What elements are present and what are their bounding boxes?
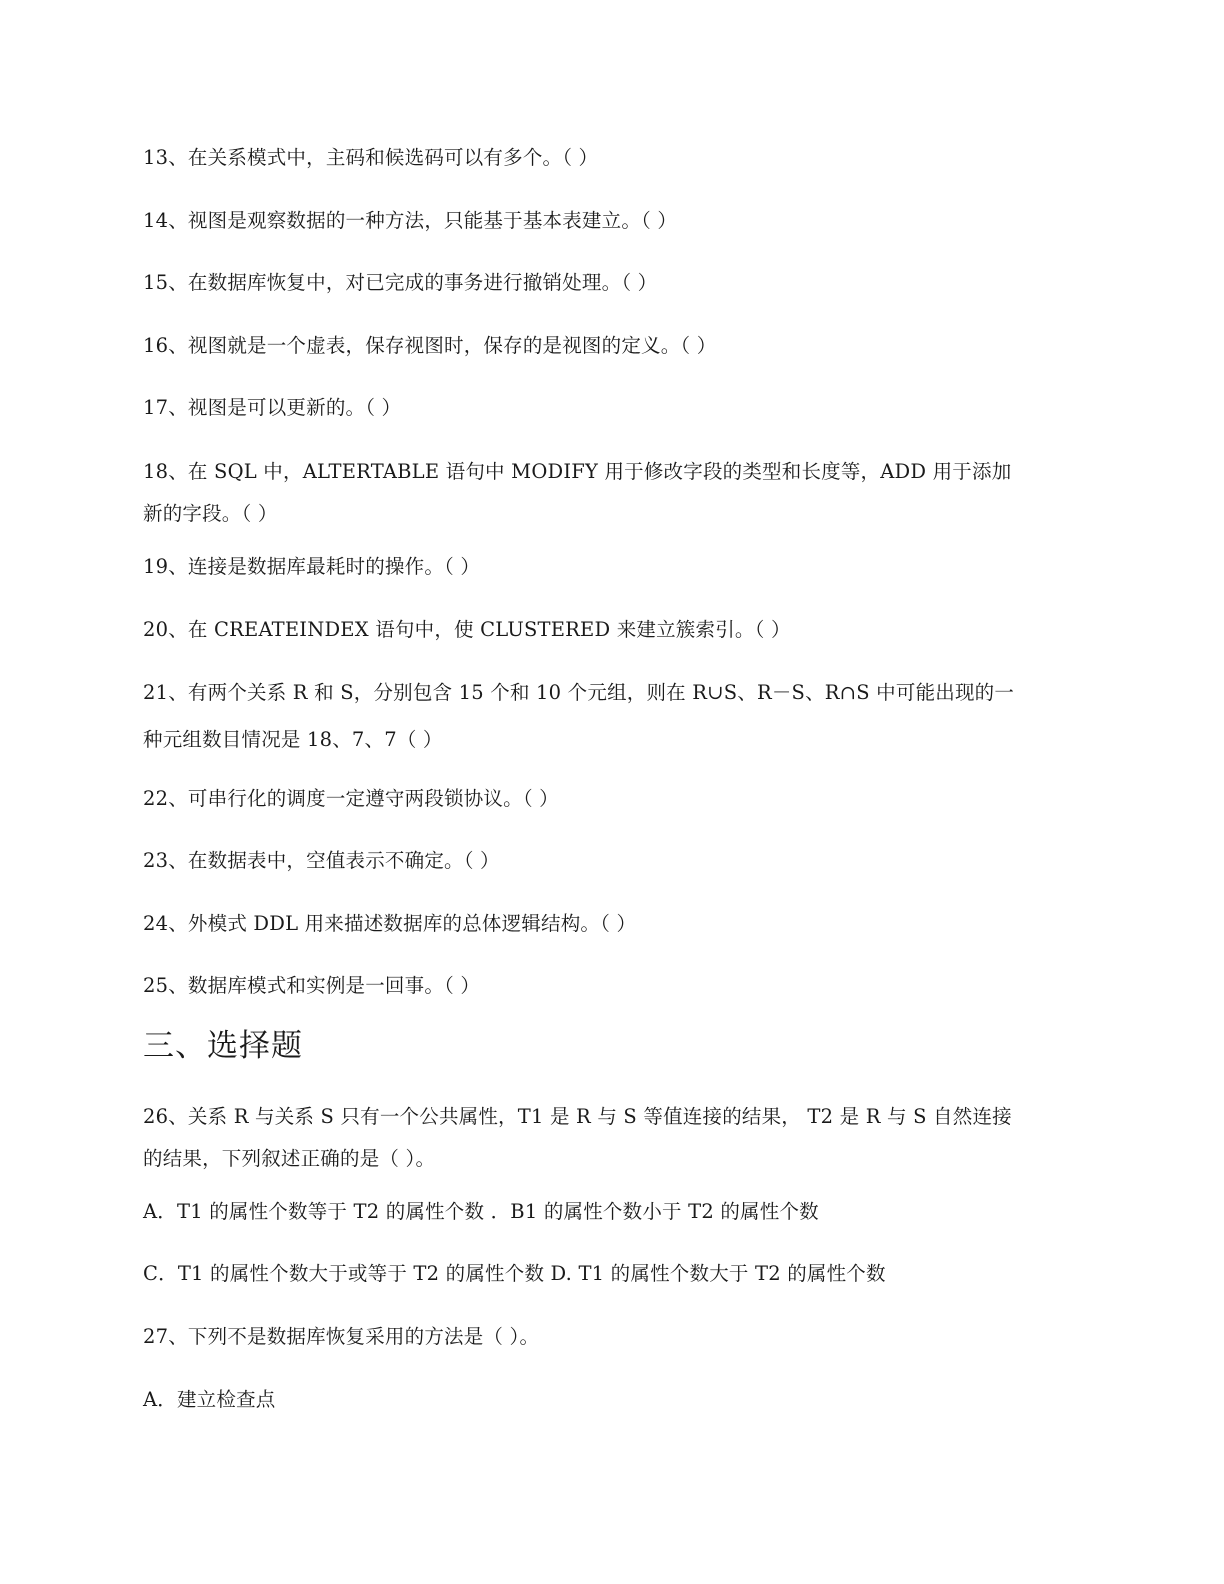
- question-27: 27、下列不是数据库恢复采用的方法是（ ）。: [143, 1325, 540, 1348]
- question-27-option-a: A．建立检查点: [143, 1388, 276, 1411]
- question-22: 22、可串行化的调度一定遵守两段锁协议。（ ）: [143, 787, 559, 810]
- question-17: 17、视图是可以更新的。（ ）: [143, 396, 402, 419]
- question-21-line-1: 21、有两个关系 R 和 S，分别包含 15 个和 10 个元组，则在 R∪S、R－S、R∩S 中可能出现的一: [143, 681, 1015, 704]
- question-13: 13、在关系模式中，主码和候选码可以有多个。（ ）: [143, 146, 599, 169]
- question-18-line-2: 新的字段。（ ）: [143, 502, 278, 525]
- question-26-line-1: 26、关系 R 与关系 S 只有一个公共属性，T1 是 R 与 S 等值连接的结果， T2 是 R 与 S 自然连接: [143, 1105, 1012, 1128]
- question-24: 24、外模式 DDL 用来描述数据库的总体逻辑结构。（ ）: [143, 912, 637, 935]
- question-26-options-row-2: C．T1 的属性个数大于或等于 T2 的属性个数 D. T1 的属性个数大于 T2 的属性个数: [143, 1262, 886, 1285]
- question-19: 19、连接是数据库最耗时的操作。（ ）: [143, 555, 481, 578]
- question-25: 25、数据库模式和实例是一回事。（ ）: [143, 974, 481, 997]
- question-16: 16、视图就是一个虚表，保存视图时，保存的是视图的定义。（ ）: [143, 334, 717, 357]
- question-26-options-row-1: A．T1 的属性个数等于 T2 的属性个数 ．B1 的属性个数小于 T2 的属性个数: [143, 1200, 819, 1223]
- question-15: 15、在数据库恢复中，对已完成的事务进行撤销处理。（ ）: [143, 271, 658, 294]
- question-23: 23、在数据表中，空值表示不确定。（ ）: [143, 849, 500, 872]
- question-18-line-1: 18、在 SQL 中，ALTERTABLE 语句中 MODIFY 用于修改字段的类型和长度等，ADD 用于添加: [143, 460, 1012, 483]
- question-21-line-2: 种元组数目情况是 18、7、7（ ）: [143, 728, 443, 751]
- question-20: 20、在 CREATEINDEX 语句中，使 CLUSTERED 来建立簇索引。（ ）: [143, 618, 791, 641]
- section-heading: 三、选择题: [143, 1028, 303, 1064]
- question-14: 14、视图是观察数据的一种方法，只能基于基本表建立。（ ）: [143, 209, 678, 232]
- question-26-line-2: 的结果，下列叙述正确的是（ ）。: [143, 1147, 436, 1170]
